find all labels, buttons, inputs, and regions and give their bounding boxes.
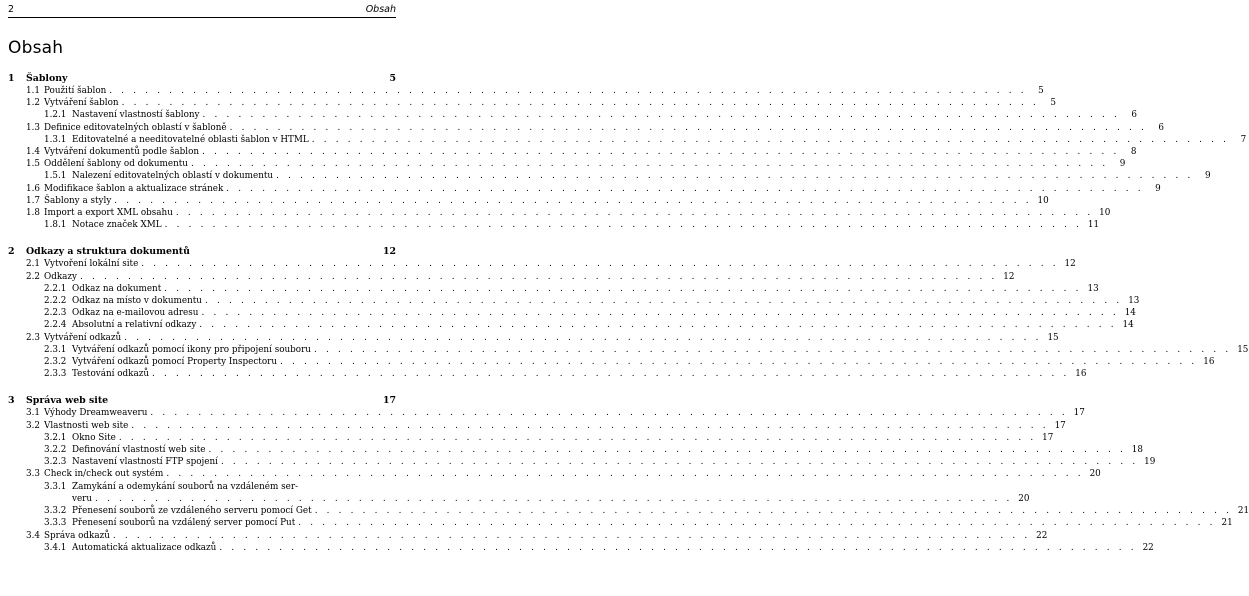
- toc-entry-number: 1.3: [26, 122, 40, 133]
- toc-dot-leader: [201, 307, 1118, 319]
- toc-entry-number: 1.3.1: [44, 134, 67, 145]
- toc-entry-title: Odkazy: [44, 271, 78, 282]
- toc-page-number: 22: [1142, 542, 1154, 553]
- toc-page-number: 12: [1064, 259, 1076, 270]
- toc-entry-number: 1.1: [26, 86, 40, 96]
- toc-dot-leader: [109, 85, 1026, 97]
- toc-page-number: 13: [1087, 283, 1099, 294]
- toc-page-number: 6: [1158, 122, 1165, 133]
- toc-entry[interactable]: [8, 271, 1015, 283]
- toc-entry-number: 1.4: [26, 147, 40, 158]
- toc-entry-number: 3: [8, 395, 15, 407]
- toc-page-number: 16: [1203, 357, 1215, 368]
- toc-entry-number: 3.3.2: [44, 506, 67, 517]
- toc-page-number: 5: [1050, 98, 1057, 109]
- toc-entry-title: Přenesení souborů ze vzdáleného serveru pomocí Get: [72, 506, 312, 517]
- toc-page-number: 5: [1038, 86, 1044, 96]
- toc-entry-title: Nastavení vlastností šablony: [72, 110, 200, 121]
- toc-entry[interactable]: [8, 122, 1165, 134]
- toc-entry[interactable]: [8, 493, 1030, 505]
- toc-dot-leader: [203, 109, 1120, 121]
- toc-entry-title: Definice editovatelných oblastí v šabloně: [44, 122, 227, 133]
- toc-page-number: 7: [1240, 134, 1247, 145]
- toc-dot-leader: [150, 407, 1067, 419]
- toc-dot-leader: [219, 542, 1136, 554]
- running-title: Obsah: [365, 4, 396, 15]
- toc-dot-leader: [113, 530, 1030, 542]
- toc-dot-leader: [315, 505, 1232, 517]
- toc-entry[interactable]: [8, 183, 1161, 195]
- toc-entry-title: Zamykání a odemykání souborů na vzdáleném ser-: [72, 481, 299, 492]
- toc-entry[interactable]: [8, 97, 1057, 109]
- toc-entry[interactable]: [8, 407, 1085, 419]
- toc-page-number: 11: [1087, 220, 1100, 231]
- toc-entry[interactable]: [8, 517, 1233, 529]
- toc-page-number: 13: [1128, 296, 1140, 307]
- toc-entry-title: Vlastnosti web site: [44, 420, 129, 431]
- toc-page-number: 17: [382, 395, 396, 407]
- toc-entry-title: Notace značek XML: [72, 220, 162, 231]
- toc-entry[interactable]: [8, 219, 1100, 231]
- toc-entry-number: 2.3.1: [44, 344, 67, 355]
- toc-entry-number: 1.6: [26, 183, 40, 194]
- toc-entry-title: Definování vlastností web site: [72, 445, 206, 456]
- toc-dot-leader: [114, 195, 1031, 207]
- toc-chapter-entry[interactable]: [8, 72, 396, 85]
- toc-entry[interactable]: [8, 468, 1101, 480]
- toc-page-number: 16: [1075, 369, 1087, 380]
- toc-entry[interactable]: [8, 109, 1137, 121]
- toc-entry-number: 3.2: [26, 420, 40, 431]
- toc-dot-leader: [209, 444, 1126, 456]
- toc-entry-title: Testování odkazů: [72, 369, 150, 380]
- toc-entry[interactable]: [8, 368, 1087, 380]
- toc-entry-title: Přenesení souborů na vzdálený server pomocí Put: [72, 518, 296, 529]
- toc-entry-title: Použití šablon: [44, 86, 107, 96]
- toc-entry[interactable]: [8, 146, 1137, 158]
- toc-dot-leader: [221, 456, 1138, 468]
- toc-page-number: 21: [1237, 506, 1249, 517]
- toc-dot-leader: [314, 344, 1231, 356]
- toc-page-number: 9: [1155, 183, 1161, 194]
- toc-dot-leader: [166, 468, 1083, 480]
- toc-entry[interactable]: [8, 444, 1143, 456]
- toc-entry-number: 1.8: [26, 208, 40, 219]
- toc-entry-number: 1.7: [26, 195, 40, 206]
- header-rule: [8, 17, 396, 18]
- toc-dot-leader: [312, 134, 1229, 146]
- toc-page-number: 12: [382, 246, 396, 258]
- table-of-contents: [8, 72, 1249, 554]
- toc-page-number: 18: [1131, 445, 1143, 456]
- toc-dot-leader: [131, 420, 1048, 432]
- toc-entry-number: 3.4.1: [44, 542, 67, 553]
- toc-entry-number: 2.3.2: [44, 357, 67, 368]
- toc-entry[interactable]: [8, 319, 1134, 331]
- toc-entry-number: 2.3.3: [44, 369, 67, 380]
- toc-entry-number: 3.3: [26, 469, 40, 480]
- toc-page-number: 10: [1099, 208, 1111, 219]
- toc-entry[interactable]: [8, 283, 1099, 295]
- toc-page-number: 9: [1119, 159, 1126, 170]
- toc-page-number: 17: [1054, 420, 1066, 431]
- toc-dot-leader: [119, 432, 1036, 444]
- toc-entry[interactable]: [8, 258, 1076, 270]
- toc-page-number: 22: [1036, 530, 1048, 541]
- toc-entry[interactable]: [8, 295, 1140, 307]
- toc-entry-number: 3.2.2: [44, 445, 67, 456]
- toc-page-number: 9: [1204, 171, 1211, 182]
- toc-page-number: 20: [1018, 493, 1030, 504]
- toc-entry-title: Správa web site: [26, 395, 109, 407]
- toc-dot-leader: [191, 158, 1108, 170]
- toc-dot-leader: [176, 207, 1093, 219]
- toc-entry-number: 1.5: [26, 159, 40, 170]
- toc-page-number: 14: [1122, 320, 1134, 331]
- toc-page-number: 12: [1003, 271, 1015, 282]
- toc-entry[interactable]: [8, 432, 1054, 444]
- toc-page-number: 20: [1089, 469, 1101, 480]
- toc-entry-title: Odkaz na dokument: [72, 283, 162, 294]
- toc-page-number: 21: [1221, 518, 1233, 529]
- toc-dot-leader: [164, 283, 1081, 295]
- toc-page-number: 6: [1131, 110, 1137, 121]
- toc-dot-leader: [298, 517, 1215, 529]
- toc-entry[interactable]: [8, 456, 1156, 468]
- running-header: [8, 4, 396, 18]
- toc-entry-number: 2.3: [26, 332, 40, 343]
- toc-entry-number: 3.3.3: [44, 518, 67, 529]
- toc-entry-title: Vytvoření lokální site: [44, 259, 139, 270]
- toc-entry-number: 2: [8, 246, 15, 258]
- toc-entry[interactable]: [8, 134, 1247, 146]
- toc-entry-title: Absolutní a relativní odkazy: [72, 320, 197, 331]
- toc-entry[interactable]: [8, 332, 1059, 344]
- toc-entry-number: 2.2.2: [44, 296, 67, 307]
- toc-dot-leader: [280, 356, 1197, 368]
- toc-entry[interactable]: [8, 481, 396, 493]
- toc-entry[interactable]: [8, 195, 1049, 207]
- toc-entry-title: Vytváření dokumentů podle šablon: [44, 147, 200, 158]
- toc-entry-title: Šablony: [26, 73, 68, 84]
- toc-entry-title: Nalezení editovatelných oblastí v dokumentu: [72, 171, 274, 182]
- toc-entry[interactable]: [8, 158, 1126, 170]
- toc-chapter-entry[interactable]: [8, 245, 396, 258]
- toc-entry-title: Vytváření šablon: [44, 98, 119, 109]
- toc-entry[interactable]: [8, 542, 1154, 554]
- toc-entry[interactable]: [8, 307, 1136, 319]
- toc-entry-title: Check in/check out systém: [44, 469, 164, 480]
- toc-entry-title: Vytváření odkazů: [44, 332, 122, 343]
- toc-page-number: 15: [1047, 332, 1059, 343]
- toc-entry-title: Editovatelné a needitovatelné oblasti šablon v HTML: [72, 134, 309, 145]
- toc-dot-leader: [122, 97, 1039, 109]
- toc-dot-leader: [80, 271, 997, 283]
- toc-page-number: 8: [1130, 147, 1137, 158]
- toc-entry-number: 3.3.1: [44, 481, 67, 492]
- toc-entry-title: Šablony a styly: [44, 195, 112, 206]
- toc-entry-title: Výhody Dreamweaveru: [44, 408, 148, 419]
- toc-entry-title: Odkazy a struktura dokumentů: [26, 246, 190, 258]
- toc-entry-title: veru: [72, 493, 93, 504]
- toc-dot-leader: [230, 122, 1147, 134]
- toc-entry-title: Nastavení vlastností FTP spojení: [72, 457, 218, 468]
- toc-page-number: 17: [1073, 408, 1085, 419]
- toc-chapter-entry[interactable]: [8, 394, 396, 407]
- toc-dot-leader: [95, 493, 1012, 505]
- toc-dot-leader: [276, 170, 1193, 182]
- toc-entry-number: 3.4: [26, 530, 40, 541]
- toc-entry-title: Vytváření odkazů pomocí ikony pro připojení souboru: [72, 344, 311, 355]
- toc-dot-leader: [226, 183, 1143, 195]
- toc-entry-number: 2.2.3: [44, 308, 67, 319]
- toc-entry-title: Odkaz na e-mailovou adresu: [72, 308, 199, 319]
- toc-entry-title: Okno Site: [72, 432, 116, 443]
- toc-dot-leader: [199, 319, 1116, 331]
- toc-dot-leader: [165, 219, 1082, 231]
- toc-entry-number: 2.2: [26, 271, 40, 282]
- toc-entry[interactable]: [8, 420, 1066, 432]
- toc-entry-number: 1: [8, 73, 15, 84]
- toc-entry-title: Automatická aktualizace odkazů: [72, 542, 217, 553]
- toc-entry[interactable]: [8, 344, 1249, 356]
- toc-entry-number: 1.2: [26, 98, 40, 109]
- toc-dot-leader: [124, 332, 1041, 344]
- toc-entry-number: 2.2.1: [44, 283, 67, 294]
- toc-entry-number: 3.1: [26, 408, 40, 419]
- toc-entry-title: Modifikace šablon a aktualizace stránek: [44, 183, 224, 194]
- toc-entry-number: 1.8.1: [44, 220, 67, 231]
- toc-entry-number: 3.2.3: [44, 457, 67, 468]
- toc-entry[interactable]: [8, 207, 1111, 219]
- toc-entry-number: 2.2.4: [44, 320, 67, 331]
- toc-entry[interactable]: [8, 356, 1215, 368]
- page-number: 2: [8, 4, 15, 15]
- toc-page-number: 19: [1144, 457, 1156, 468]
- toc-dot-leader: [141, 258, 1058, 270]
- toc-page-number: 5: [389, 73, 396, 84]
- toc-entry-title: Vytváření odkazů pomocí Property Inspectoru: [72, 357, 277, 368]
- toc-entry-title: Import a export XML obsahu: [44, 208, 173, 219]
- toc-dot-leader: [205, 295, 1122, 307]
- toc-page-number: 17: [1042, 432, 1054, 443]
- toc-page-number: 14: [1124, 308, 1136, 319]
- toc-entry-number: 2.1: [26, 259, 40, 270]
- toc-entry-number: 3.2.1: [44, 432, 67, 443]
- toc-entry[interactable]: [8, 530, 1048, 542]
- page-title: Obsah: [8, 38, 64, 58]
- toc-entry-title: Odkaz na místo v dokumentu: [72, 296, 202, 307]
- toc-entry-title: Oddělení šablony od dokumentu: [44, 159, 188, 170]
- toc-entry-title: Správa odkazů: [44, 530, 110, 541]
- toc-entry[interactable]: [8, 170, 1211, 182]
- toc-dot-leader: [202, 146, 1119, 158]
- toc-page-number: 15: [1237, 344, 1249, 355]
- toc-entry[interactable]: [8, 505, 1249, 517]
- toc-entry[interactable]: [8, 85, 1044, 97]
- toc-dot-leader: [152, 368, 1069, 380]
- toc-entry-number: 1.2.1: [44, 110, 67, 121]
- toc-page-number: 10: [1037, 195, 1049, 206]
- toc-entry-number: 1.5.1: [44, 171, 67, 182]
